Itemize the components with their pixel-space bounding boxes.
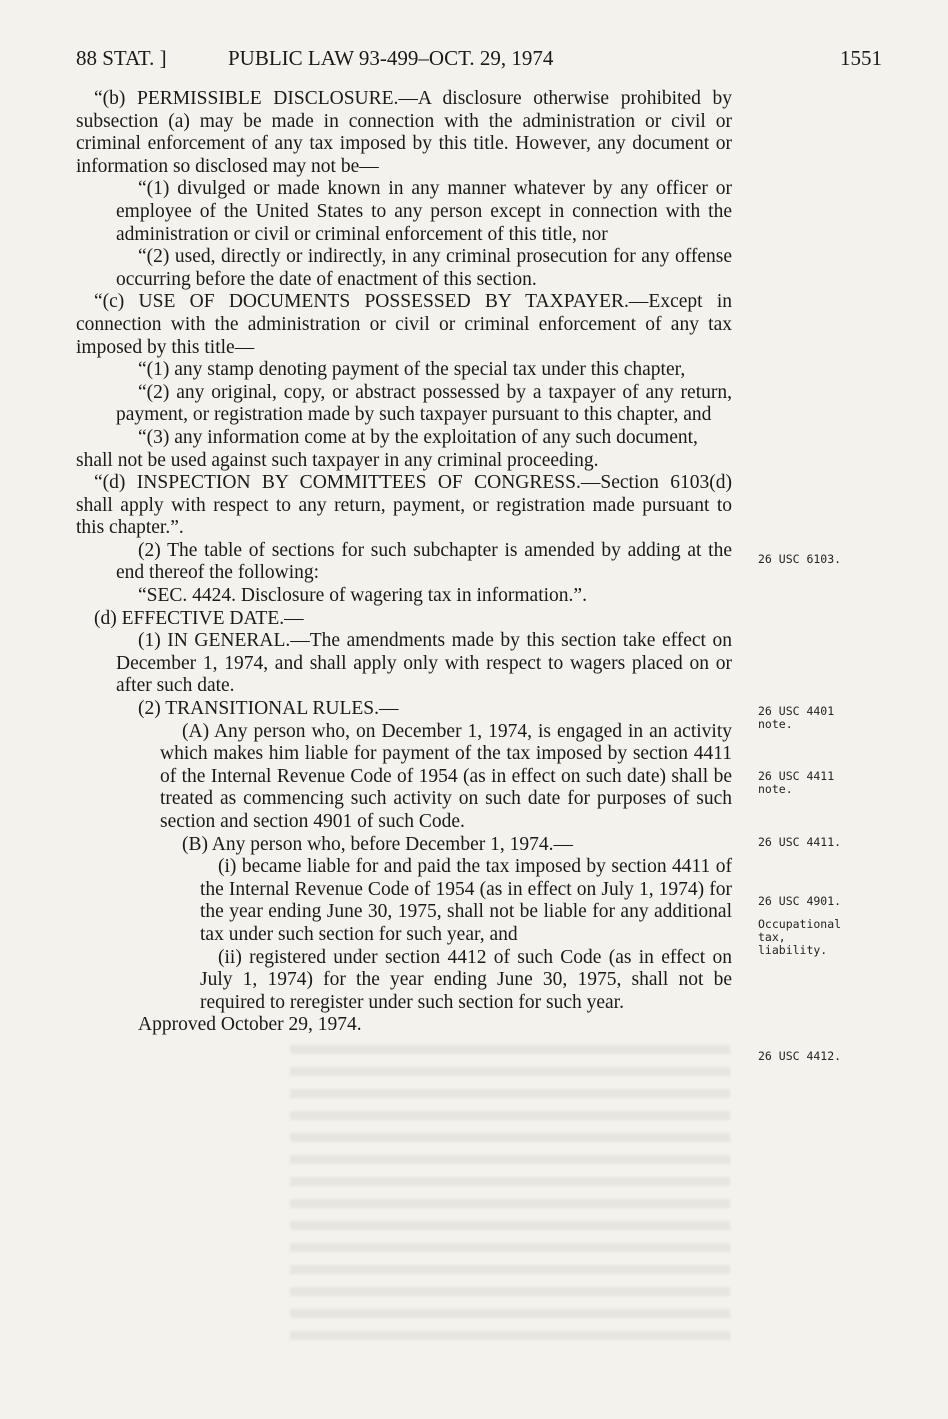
paragraph-b: “(b) PERMISSIBLE DISCLOSURE.—A disclosure otherwise prohibited by subsection (a) may be made in connection with the administration or civil or criminal enforcement of any tax imposed by this title. However, any document or information so disclosed may not be—	[76, 88, 732, 177]
margin-note: 26 USC 4412.	[758, 1049, 842, 1063]
paragraph-b2: “(2) used, directly or indirectly, in any criminal prosecution for any offense occurring before the date of enactment of this section.	[116, 246, 732, 290]
page-header	[76, 46, 882, 76]
paragraph-c2: “(2) any original, copy, or abstract possessed by a taxpayer of any return, payment, or registration made by such taxpayer pursuant to this chapter, and	[116, 381, 732, 426]
approval-line: Approved October 29, 1974.	[138, 1014, 362, 1036]
margin-note: Occupational tax, liability.	[758, 917, 842, 957]
margin-note: 26 USC 4901.	[758, 894, 842, 908]
paragraph-effective-date: (d) EFFECTIVE DATE.—	[94, 607, 304, 629]
margin-note: 26 USC 4401 note.	[758, 704, 835, 731]
paragraph-Bii: (ii) registered under section 4412 of such Code (as in effect on July 1, 1974) for the year ending June 30, 1975, shall not be required to reregister under such section for such year.	[200, 946, 732, 1013]
bleed-through-shadow	[290, 1045, 730, 1345]
paragraph-sec-4424: “SEC. 4424. Disclosure of wagering tax in information.”.	[138, 585, 587, 607]
paragraph-Bi: (i) became liable for and paid the tax imposed by section 4411 of the Internal Revenue Code of 1954 (as in effect on July 1, 1974) for the year ending June 30, 1975, shall not be liable for any additional tax under such section for such year, and	[200, 856, 732, 945]
paragraph-d-inspection: “(d) INSPECTION BY COMMITTEES OF CONGRESS.—Section 6103(d) shall apply with respect to any return, payment, or registration made pursuant to this chapter.”.	[76, 472, 732, 539]
statute-body	[76, 88, 732, 1037]
paragraph-c3: “(3) any information come at by the exploitation of any such document,	[138, 426, 698, 448]
paragraph-b1: “(1) divulged or made known in any manner whatever by any officer or employee of the United States to any person except in connection with the administration or civil or criminal enforcement of this title, nor	[116, 178, 732, 245]
margin-note: 26 USC 4411 note.	[758, 769, 835, 796]
header-stat-ref: 88 STAT. ]	[76, 46, 167, 70]
paragraph-c: “(c) USE OF DOCUMENTS POSSESSED BY TAXPAYER.—Except in connection with the administration or civil or criminal enforcement of any tax imposed by this title—	[76, 291, 732, 358]
paragraph-effective-2: (2) TRANSITIONAL RULES.—	[138, 698, 399, 720]
margin-note: 26 USC 4411.	[758, 835, 842, 849]
header-page-number: 1551	[840, 46, 882, 70]
paragraph-effective-1: (1) IN GENERAL.—The amendments made by this section take effect on December 1, 1974, and shall apply only with respect to wagers placed on or after such date.	[116, 630, 732, 697]
header-public-law: PUBLIC LAW 93-499–OCT. 29, 1974	[228, 46, 554, 70]
paragraph-c1: “(1) any stamp denoting payment of the special tax under this chapter,	[138, 359, 686, 381]
paragraph-table-amend: (2) The table of sections for such subchapter is amended by adding at the end thereof the following:	[116, 539, 732, 584]
margin-note: 26 USC 6103.	[758, 552, 842, 566]
paragraph-c-end: shall not be used against such taxpayer in any criminal proceeding.	[76, 449, 599, 471]
paragraph-B: (B) Any person who, before December 1, 1974.—	[182, 833, 573, 855]
paragraph-A: (A) Any person who, on December 1, 1974, is engaged in an activity which makes him liable for payment of the tax imposed by section 4411 of the Internal Revenue Code of 1954 (as in effect on such date) shall be treated as commencing such activity on such date for purposes of such section and section 4901 of such Code.	[160, 720, 732, 832]
